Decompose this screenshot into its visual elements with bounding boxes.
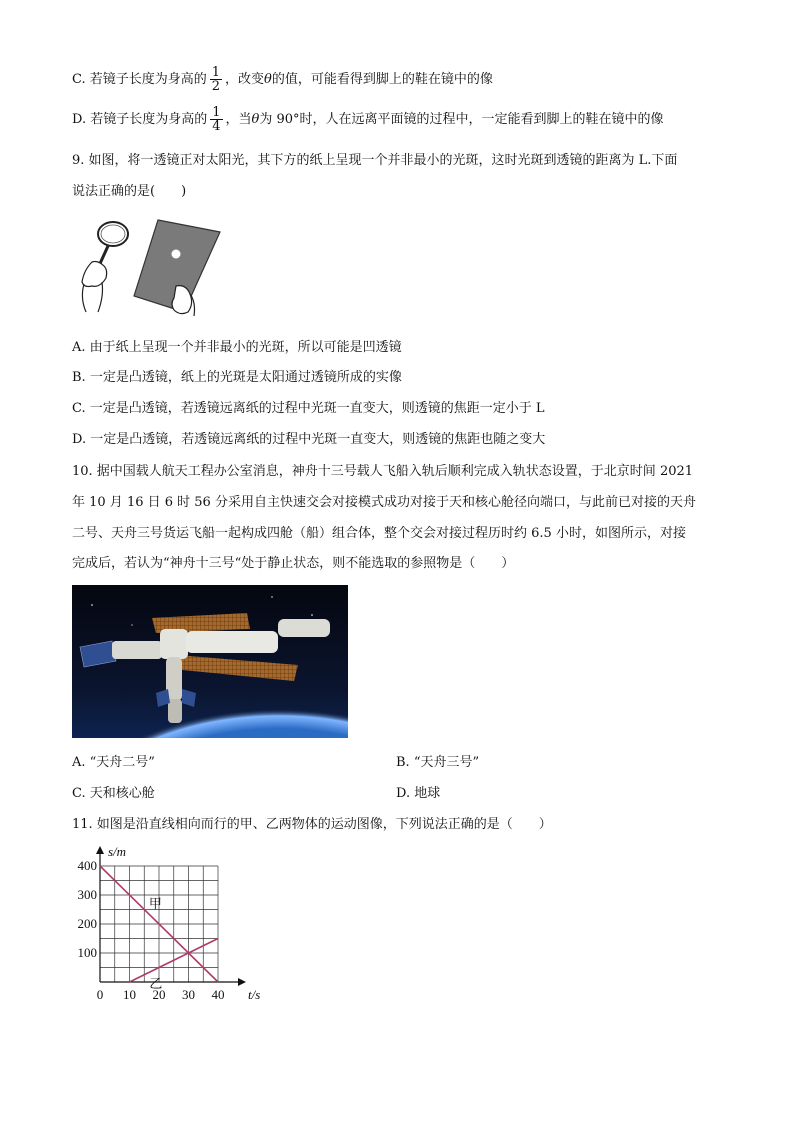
x-axis-label: t/s (248, 987, 260, 1002)
q9-stem-line2: 说法正确的是( ) (72, 184, 187, 199)
chart-axes (96, 846, 246, 986)
position-time-chart (70, 842, 260, 1010)
left-hand (82, 262, 107, 287)
q11-stem: 11. 如图是沿直线相向而行的甲、乙两物体的运动图像，下列说法正确的是（ ） (72, 817, 552, 832)
q9-option-a: A. 由于纸上呈现一个并非最小的光斑，所以可能是凹透镜 (72, 340, 402, 355)
q10-stem-line1: 10. 据中国载人航天工程办公室消息，神舟十三号载人飞船入轨后顺利完成入轨状态设置，于北京时间 2021 (72, 464, 694, 479)
x-tick-label: 40 (211, 987, 225, 1002)
q10-stem-line4: 完成后，若认为“神舟十三号“处于静止状态，则不能选取的参照物是（ ） (72, 556, 515, 571)
q9-option-c: C. 一定是凸透镜，若透镜远离纸的过程中光斑一直变大，则透镜的焦距一定小于 L (72, 401, 545, 416)
q8-option-c-suffix: 的值，可能看得到脚上的鞋在镜中的像 (271, 72, 493, 87)
q8-option-d (72, 106, 664, 133)
q10-option-a: A. “天舟二号” (72, 755, 155, 770)
y-tick-label: 300 (77, 887, 97, 902)
q10-option-b: B. “天舟三号” (396, 755, 480, 770)
docked-ship-lower (168, 699, 182, 723)
core-module (112, 641, 162, 659)
q8-option-d-suffix: 为 90°时，人在远离平面镜的过程中，一定能看到脚上的鞋在镜中的像 (259, 112, 664, 127)
y-tick-label: 400 (77, 858, 97, 873)
q8-option-d-middle: ，当 (225, 112, 252, 127)
q10-stem-line2: 年 10 月 16 日 6 时 56 分采用自主快速交会对接模式成功对接于天和核心舱径向端口，与此前已对接的天舟 (72, 495, 696, 510)
y-tick-label: 100 (77, 945, 97, 960)
q8-option-c (72, 66, 493, 93)
q10-option-c: C. 天和核心舱 (72, 786, 155, 801)
series-label-2: 乙 (149, 976, 163, 992)
fraction-denominator: 4 (212, 119, 221, 134)
central-node (160, 629, 188, 659)
x-tick-label: 20 (152, 987, 166, 1002)
y-axis-label: s/m (108, 844, 127, 859)
q9-stem-line1: 9. 如图，将一透镜正对太阳光，其下方的纸上呈现一个并非最小的光斑，这时光斑到透镜的距离为 L.下面 (72, 153, 678, 168)
q10-option-d: D. 地球 (396, 786, 441, 801)
lab-module (186, 631, 278, 653)
q9-option-d: D. 一定是凸透镜，若透镜远离纸的过程中光斑一直变大，则透镜的焦距也随之变大 (72, 432, 546, 447)
y-tick-label: 200 (77, 916, 97, 931)
theta-symbol: θ (251, 112, 260, 127)
q8-option-c-prefix: C. 若镜子长度为身高的 (72, 72, 207, 87)
q10-stem-line3: 二号、天舟三号货运飞船一起构成四舱（船）组合体，整个交会对接过程历时约 6.5 小时，如图所示，对接 (72, 526, 686, 541)
x-tick-label: 0 (96, 987, 104, 1002)
q8-option-c-middle: ，改变 (225, 72, 265, 87)
fraction-one-quarter (210, 106, 222, 133)
y-axis-arrow (96, 846, 104, 854)
x-tick-label: 10 (123, 987, 136, 1002)
series-label-1: 甲 (148, 896, 162, 912)
lens-ring (98, 222, 128, 246)
fraction-denominator: 2 (211, 79, 221, 94)
fraction-numerator: 1 (211, 65, 221, 80)
x-axis-arrow (238, 978, 246, 986)
fraction-one-half (210, 66, 222, 93)
space-station-photo (72, 585, 348, 738)
light-spot (172, 250, 181, 259)
lens-and-paper-illustration (72, 212, 222, 322)
theta-symbol: θ (264, 72, 272, 87)
chart-labels (78, 844, 261, 1002)
x-tick-label: 30 (182, 987, 195, 1002)
q9-option-b: B. 一定是凸透镜，纸上的光斑是太阳通过透镜所成的实像 (72, 370, 402, 385)
fraction-numerator: 1 (212, 105, 221, 120)
q8-option-d-prefix: D. 若镜子长度为身高的 (72, 112, 208, 127)
cargo-ship (278, 619, 330, 637)
